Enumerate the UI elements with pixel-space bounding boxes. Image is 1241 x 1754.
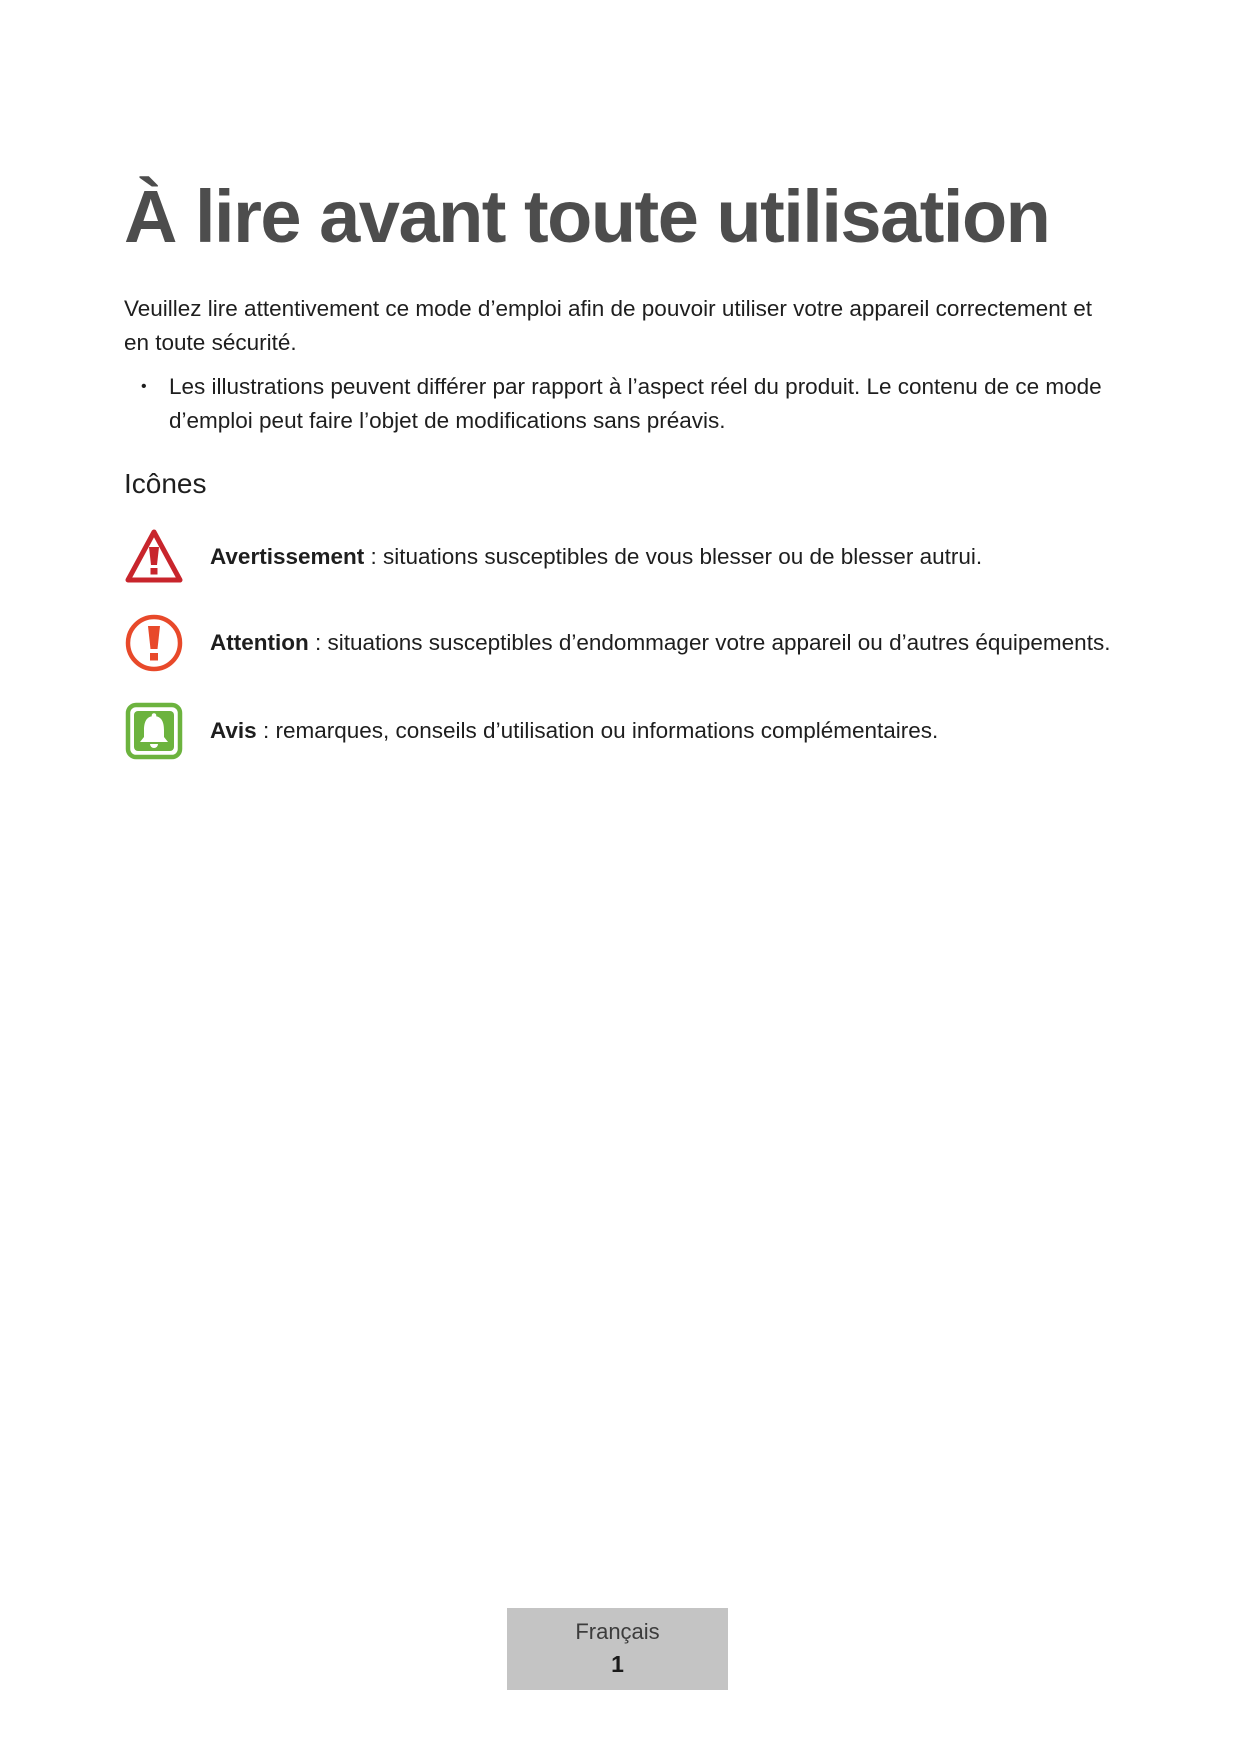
notice-bell-icon: [124, 701, 184, 761]
warning-triangle-icon: [124, 527, 184, 587]
footer-language: Français: [575, 1619, 660, 1644]
page-title: À lire avant toute utilisation: [124, 175, 1050, 258]
warning-term: Avertissement: [210, 544, 365, 569]
caution-term: Attention: [210, 630, 309, 655]
caution-text: situations susceptibles d’endommager votre appareil ou d’autres équipements.: [327, 630, 1111, 655]
caution-description: [210, 628, 1110, 658]
list-item: [124, 370, 1104, 438]
page-footer: [507, 1608, 728, 1690]
section-heading-icons: Icônes: [124, 468, 207, 499]
notice-separator: :: [256, 718, 276, 743]
notice-description: [210, 716, 938, 746]
warning-description: [210, 542, 982, 572]
icon-legend-row-caution: [124, 613, 1124, 673]
intro-paragraph: Veuillez lire attentivement ce mode d’emploi afin de pouvoir utiliser votre appareil correctement et en toute sécurité.: [124, 296, 1092, 355]
caution-separator: :: [308, 630, 328, 655]
bullet-list: [124, 370, 1104, 438]
icon-legend-row-notice: [124, 701, 1124, 761]
icon-legend-row-warning: [124, 527, 1124, 587]
warning-separator: :: [364, 544, 384, 569]
caution-exclamation-circle-icon: [124, 613, 184, 673]
bullet-text: Les illustrations peuvent différer par rapport à l’aspect réel du produit. Le contenu de ce mode d’emploi peut faire l’objet de modifications sans préavis.: [169, 374, 1102, 433]
notice-term: Avis: [210, 718, 257, 743]
notice-text: remarques, conseils d’utilisation ou informations complémentaires.: [275, 718, 939, 743]
bullet-marker: •: [141, 378, 147, 395]
warning-text: situations susceptibles de vous blesser ou de blesser autrui.: [383, 544, 983, 569]
page-number: 1: [611, 1651, 624, 1677]
